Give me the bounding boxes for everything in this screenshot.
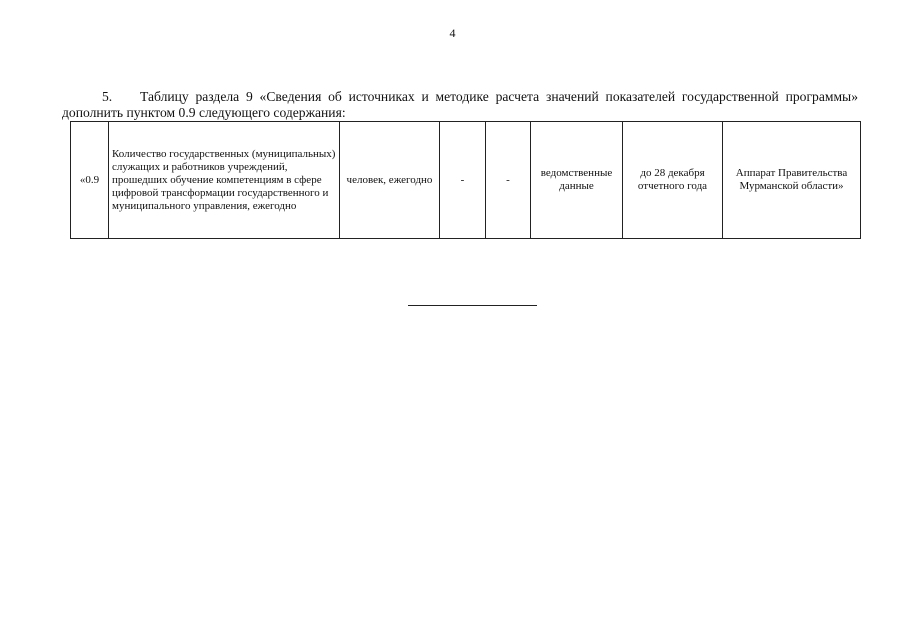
- responsible-cell: Аппарат Правительства Мурманской области»: [723, 122, 861, 239]
- closing-rule: [408, 305, 537, 306]
- paragraph-number: 5.: [102, 89, 113, 104]
- paragraph-text: Таблицу раздела 9 «Сведения об источниках и методике расчета значений показателей государственной программы» дополнить пунктом 0.9 следующего содержания:: [62, 89, 858, 120]
- indicator-table: [70, 121, 861, 239]
- table-row: [71, 122, 861, 239]
- page-number: 4: [449, 26, 456, 40]
- dash-cell-2: -: [486, 122, 531, 239]
- source-cell: ведомственные данные: [531, 122, 623, 239]
- indicator-name-cell: Количество государственных (муниципальных) служащих и работников учреждений, прошедших обучение компетенциям в сфере цифровой трансформации государственного и муниципального управления, ежегодно: [109, 122, 340, 239]
- row-index-cell: «0.9: [71, 122, 109, 239]
- deadline-cell: до 28 декабря отчетного года: [623, 122, 723, 239]
- amendment-paragraph: [62, 89, 858, 121]
- dash-cell-1: -: [440, 122, 486, 239]
- unit-cell: человек, ежегодно: [340, 122, 440, 239]
